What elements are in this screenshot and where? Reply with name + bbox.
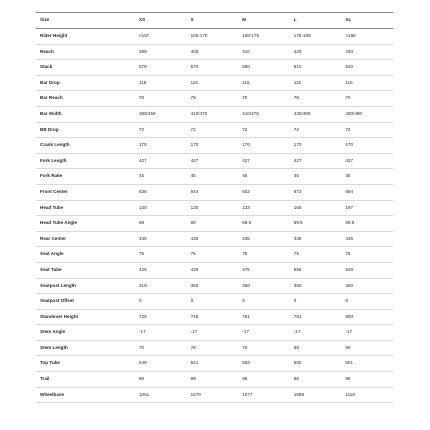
cell-xs: 75	[135, 247, 187, 263]
cell-xl: 435	[341, 231, 393, 247]
cell-m: 133	[238, 200, 290, 216]
table-row	[36, 75, 393, 91]
table-row	[36, 60, 393, 76]
table-row	[36, 309, 393, 325]
table-row	[36, 262, 393, 278]
cell-xl: 45	[341, 169, 393, 185]
cell-xl: 430/490	[341, 106, 393, 122]
cell-m: 435	[238, 231, 290, 247]
cell-m: 115	[238, 75, 290, 91]
table-row	[36, 294, 393, 310]
row-label: Front Center	[36, 184, 135, 200]
cell-l: 75	[290, 247, 342, 263]
cell-m: 427	[238, 153, 290, 169]
table-row	[36, 387, 393, 403]
cell-xs: -17	[135, 325, 187, 341]
cell-s: 90	[187, 372, 239, 388]
row-label: Trail	[36, 372, 135, 388]
cell-xs: 390	[135, 44, 187, 60]
cell-xl: 86	[341, 372, 393, 388]
cell-xs: 570	[135, 60, 187, 76]
table-row	[36, 153, 393, 169]
table-row	[36, 278, 393, 294]
cell-xs: 70	[135, 91, 187, 107]
cell-s: 45	[187, 169, 239, 185]
header-size: Size	[36, 13, 135, 29]
row-label: Seat Tube	[36, 262, 135, 278]
cell-s: 165-170	[187, 29, 239, 45]
row-label: Fork Length	[36, 153, 135, 169]
cell-m: 410/470	[238, 106, 290, 122]
cell-s: 170	[187, 138, 239, 154]
row-label: Seatpost Offset	[36, 294, 135, 310]
header-s: S	[187, 13, 239, 29]
cell-xs: 1061	[135, 387, 187, 403]
table-row	[36, 216, 393, 232]
cell-s: 70	[187, 340, 239, 356]
cell-l: 45	[290, 169, 342, 185]
cell-xl: 170	[341, 138, 393, 154]
table-row	[36, 106, 393, 122]
cell-xs: 130	[135, 200, 187, 216]
table-row	[36, 184, 393, 200]
table-row	[36, 356, 393, 372]
cell-xs: 425	[135, 262, 187, 278]
cell-l: 0	[290, 294, 342, 310]
cell-m: 70	[238, 340, 290, 356]
cell-l: 115	[290, 75, 342, 91]
cell-s: 115	[187, 75, 239, 91]
header-l: L	[290, 13, 342, 29]
table-row	[36, 122, 393, 138]
cell-xl: 75	[341, 247, 393, 263]
cell-s: 0	[187, 294, 239, 310]
row-label: Stem Angle	[36, 325, 135, 341]
row-label: Head Tube	[36, 200, 135, 216]
cell-l: 165	[290, 200, 342, 216]
cell-m: 168-176	[238, 29, 290, 45]
cell-xs: 0	[135, 294, 187, 310]
cell-xs: <167	[135, 29, 187, 45]
cell-s: 130	[187, 200, 239, 216]
cell-xl: 360	[341, 278, 393, 294]
table-row	[36, 325, 393, 341]
cell-l: 86	[290, 372, 342, 388]
cell-l: 420	[290, 44, 342, 60]
cell-m: 45	[238, 169, 290, 185]
row-label: Crank Length	[36, 138, 135, 154]
cell-xs: 45	[135, 169, 187, 185]
cell-l: -17	[290, 325, 342, 341]
table-row	[36, 372, 393, 388]
cell-xs: 310	[135, 278, 187, 294]
cell-l: 781	[290, 309, 342, 325]
row-label: Bar Drop	[36, 75, 135, 91]
cell-xl: 72	[341, 122, 393, 138]
table-row	[36, 91, 393, 107]
table-row	[36, 138, 393, 154]
row-label: Bar Reach	[36, 91, 135, 107]
row-label: Bar Width	[36, 106, 135, 122]
cell-xl: >188	[341, 29, 393, 45]
cell-l: 430/490	[290, 106, 342, 122]
cell-s: 427	[187, 153, 239, 169]
cell-xs: 390/450	[135, 106, 187, 122]
row-label: Stack	[36, 60, 135, 76]
cell-s: 410/470	[187, 106, 239, 122]
cell-m: 563	[238, 356, 290, 372]
cell-l: 176-188	[290, 29, 342, 45]
header-xs: XS	[135, 13, 187, 29]
row-label: Fork Rake	[36, 169, 135, 185]
table-row	[36, 44, 393, 60]
cell-m: 761	[238, 309, 290, 325]
cell-s: 439	[187, 262, 239, 278]
cell-l: 360	[290, 278, 342, 294]
cell-xl: 115	[341, 75, 393, 91]
row-label: Stem Length	[36, 340, 135, 356]
cell-xl: 640	[341, 60, 393, 76]
row-label: BB Drop	[36, 122, 135, 138]
cell-xs: 90	[135, 372, 187, 388]
cell-m: -17	[238, 325, 290, 341]
cell-xl: 197	[341, 200, 393, 216]
geometry-table-header	[36, 13, 393, 29]
cell-xs: 170	[135, 138, 187, 154]
cell-s: 69	[187, 216, 239, 232]
cell-xs: 69	[135, 216, 187, 232]
cell-l: 72	[290, 122, 342, 138]
cell-l: 582	[290, 356, 342, 372]
cell-m: 360	[238, 278, 290, 294]
cell-xs: 729	[135, 309, 187, 325]
cell-xl: 548	[341, 262, 393, 278]
geometry-table-body	[36, 29, 393, 403]
cell-m: 652	[238, 184, 290, 200]
cell-l: 70	[290, 91, 342, 107]
row-label: Rear Center	[36, 231, 135, 247]
row-label: Seat Angle	[36, 247, 135, 263]
cell-s: 70	[187, 91, 239, 107]
cell-m: 170	[238, 138, 290, 154]
cell-m: 86	[238, 372, 290, 388]
row-label: Top Tube	[36, 356, 135, 372]
cell-xs: 72	[135, 122, 187, 138]
table-row	[36, 200, 393, 216]
cell-m: 1077	[238, 387, 290, 403]
table-row	[36, 169, 393, 185]
cell-m: 410	[238, 44, 290, 60]
cell-xs: 540	[135, 356, 187, 372]
header-m: M	[238, 13, 290, 29]
cell-m: 475	[238, 262, 290, 278]
cell-xl: 430	[341, 44, 393, 60]
cell-s: 400	[187, 44, 239, 60]
cell-xl: 601	[341, 356, 393, 372]
cell-l: 435	[290, 231, 342, 247]
cell-m: 580	[238, 60, 290, 76]
cell-l: 673	[290, 184, 342, 200]
cell-s: 644	[187, 184, 239, 200]
header-xl: XL	[341, 13, 393, 29]
cell-xl: 70	[341, 91, 393, 107]
row-label: Standover Height	[36, 309, 135, 325]
cell-s: 541	[187, 356, 239, 372]
cell-s: 1070	[187, 387, 239, 403]
cell-l: 170	[290, 138, 342, 154]
row-label: Reach	[36, 44, 135, 60]
cell-m: 72	[238, 122, 290, 138]
table-row	[36, 29, 393, 45]
row-label: Seatpost Length	[36, 278, 135, 294]
table-row	[36, 340, 393, 356]
cell-s: 435	[187, 231, 239, 247]
cell-xs: 636	[135, 184, 187, 200]
cell-xl: 800	[341, 309, 393, 325]
cell-s: 75	[187, 247, 239, 263]
header-row	[36, 13, 393, 29]
cell-m: 69.5	[238, 216, 290, 232]
cell-m: 75	[238, 247, 290, 263]
cell-s: 72	[187, 122, 239, 138]
row-label: Wheelbase	[36, 387, 135, 403]
cell-m: 70	[238, 91, 290, 107]
cell-xs: 435	[135, 231, 187, 247]
cell-xl: 1118	[341, 387, 393, 403]
cell-l: 555	[290, 262, 342, 278]
cell-s: -17	[187, 325, 239, 341]
cell-m: 0	[238, 294, 290, 310]
cell-s: 746	[187, 309, 239, 325]
cell-l: 610	[290, 60, 342, 76]
cell-xs: 115	[135, 75, 187, 91]
cell-xl: 694	[341, 184, 393, 200]
row-label: Rider Height	[36, 29, 135, 45]
cell-xl: 69.5	[341, 216, 393, 232]
cell-xs: 427	[135, 153, 187, 169]
cell-s: 360	[187, 278, 239, 294]
geometry-table	[36, 12, 393, 403]
table-row	[36, 231, 393, 247]
cell-l: 80	[290, 340, 342, 356]
cell-l: 69.5	[290, 216, 342, 232]
cell-l: 1098	[290, 387, 342, 403]
cell-xl: 90	[341, 340, 393, 356]
cell-xs: 70	[135, 340, 187, 356]
cell-xl: 0	[341, 294, 393, 310]
cell-s: 570	[187, 60, 239, 76]
table-row	[36, 247, 393, 263]
cell-xl: 427	[341, 153, 393, 169]
cell-xl: -17	[341, 325, 393, 341]
cell-l: 427	[290, 153, 342, 169]
row-label: Head Tube Angle	[36, 216, 135, 232]
